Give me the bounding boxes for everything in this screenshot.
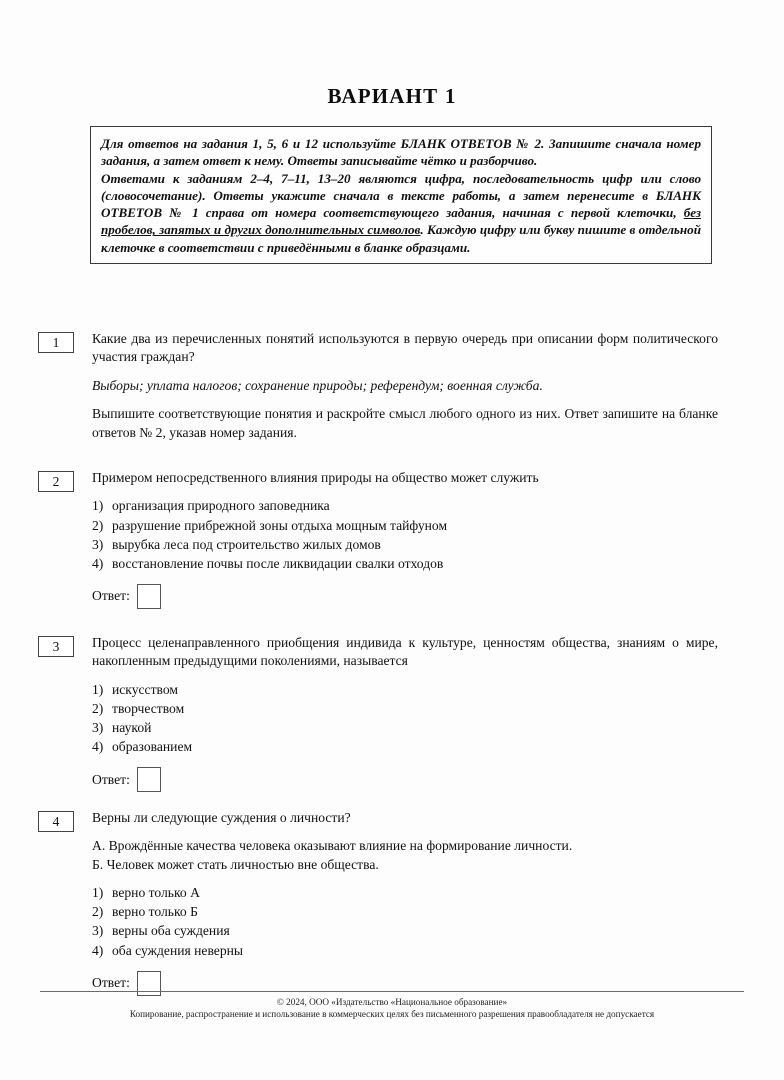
option-item[interactable]: [92, 921, 718, 940]
answer-label: Ответ:: [92, 771, 130, 787]
question-number-4: 4: [38, 811, 74, 832]
option-marker: 2): [92, 517, 104, 533]
option-marker: 1): [92, 498, 104, 514]
instructions-text-2a: Ответами к заданиям 2–4, 7–11, 13–20 являются цифра, последовательность цифр или слово (словосочетание). Ответы укажите сначала в тексте работы, а затем перенесите в БЛАНК ОТВЕТОВ № 1 справа от номера соответствующего задания, начиная с первой клеточки,: [101, 170, 701, 221]
page-footer: [0, 996, 784, 1020]
question-number-3: 3: [38, 636, 74, 657]
question-2-answer-row: [92, 584, 718, 609]
instructions-text-underlined: без пробелов, запятых и других дополнительных символов: [101, 205, 701, 238]
question-1-terms: Выборы; уплата налогов; сохранение природы; референдум; военная служба.: [92, 377, 543, 393]
option-marker: 4): [92, 942, 104, 958]
answer-label: Ответ:: [92, 975, 130, 991]
question-3-prompt: Процесс целенаправленного приобщения индивида к культуре, ценностям общества, знаниям о мире, накопленным предыдущими поколениями, называется: [92, 635, 718, 669]
option-label: оба суждения неверны: [112, 942, 244, 958]
footer-copyright: © 2024, ООО «Издательство «Национальное образование»: [276, 997, 508, 1007]
question-3: [38, 634, 718, 792]
option-label: организация природного заповедника: [112, 498, 330, 514]
question-number-1: 1: [38, 332, 74, 353]
option-label: верны оба суждения: [112, 923, 230, 939]
option-item[interactable]: [92, 699, 718, 718]
option-marker: 4): [92, 555, 104, 571]
option-marker: 1): [92, 885, 104, 901]
question-2-body: [92, 469, 718, 609]
option-item[interactable]: [92, 737, 718, 756]
instructions-paragraph-2: [101, 170, 701, 256]
option-item[interactable]: [92, 516, 718, 535]
footer-restriction: Копирование, распространение и использование в коммерческих целях без письменного разрешения правообладателя не допускается: [129, 1009, 655, 1019]
question-3-body: [92, 634, 718, 792]
question-3-options: [92, 680, 718, 756]
instructions-text-2b: . Каждую цифру или букву пишите в отдельной клеточке в соответствии с приведёнными в бланке образцами.: [101, 222, 702, 255]
question-4-statement-b: Б. Человек может стать личностью вне общества.: [92, 856, 379, 872]
option-item[interactable]: [92, 902, 718, 921]
answer-label: Ответ:: [92, 588, 130, 604]
option-marker: 3): [92, 720, 104, 735]
page-title: ВАРИАНТ 1: [327, 84, 457, 108]
question-3-answer-row: [92, 767, 718, 792]
option-label: восстановление почвы после ликвидации свалки отходов: [112, 555, 444, 571]
question-1-prompt: Какие два из перечисленных понятий используются в первую очередь при описании форм политического участия граждан?: [92, 331, 718, 365]
option-item[interactable]: [92, 554, 718, 573]
option-item[interactable]: [92, 883, 718, 902]
option-item[interactable]: [92, 535, 718, 554]
answer-input-box[interactable]: [137, 584, 161, 609]
question-4-body: [92, 809, 718, 996]
question-4-statement-a: А. Врождённые качества человека оказывают влияние на формирование личности.: [92, 838, 573, 854]
question-2: [38, 469, 718, 609]
question-1: [38, 330, 718, 442]
question-1-instruction: Выпишите соответствующие понятия и раскройте смысл любого одного из них. Ответ запишите на бланке ответов № 2, указав номер задания.: [92, 406, 718, 440]
instructions-box: [90, 126, 712, 264]
question-4-options: [92, 883, 718, 959]
question-2-prompt: Примером непосредственного влияния природы на общество может служить: [92, 470, 539, 485]
option-label: верно только Б: [112, 904, 198, 920]
question-4-prompt: Верны ли следующие суждения о личности?: [92, 810, 351, 825]
option-marker: 2): [92, 904, 104, 920]
option-label: образованием: [112, 739, 193, 755]
option-label: верно только А: [112, 885, 200, 901]
option-marker: 2): [92, 700, 104, 716]
question-1-body: [92, 330, 718, 442]
option-marker: 3): [92, 536, 104, 552]
option-item[interactable]: [92, 496, 718, 515]
option-item[interactable]: [92, 941, 718, 960]
question-2-options: [92, 496, 718, 572]
answer-input-box[interactable]: [137, 767, 161, 792]
option-marker: 3): [92, 923, 104, 939]
option-label: разрушение прибрежной зоны отдыха мощным тайфуном: [112, 517, 448, 533]
option-item[interactable]: [92, 718, 718, 737]
option-item[interactable]: [92, 680, 718, 699]
footer-divider: [40, 991, 744, 992]
option-label: вырубка леса под строительство жилых домов: [112, 536, 381, 552]
option-label: наукой: [112, 720, 152, 735]
option-marker: 4): [92, 739, 104, 755]
question-4: [38, 809, 718, 996]
instructions-paragraph-1: [101, 135, 701, 170]
option-label: искусством: [112, 681, 178, 697]
question-number-2: 2: [38, 471, 74, 492]
option-label: творчеством: [112, 700, 185, 716]
instructions-text-1: Для ответов на задания 1, 5, 6 и 12 используйте БЛАНК ОТВЕТОВ № 2. Запишите сначала номер задания, а затем ответ к нему. Ответы записывайте чётко и разборчиво.: [101, 136, 701, 169]
option-marker: 1): [92, 681, 104, 697]
